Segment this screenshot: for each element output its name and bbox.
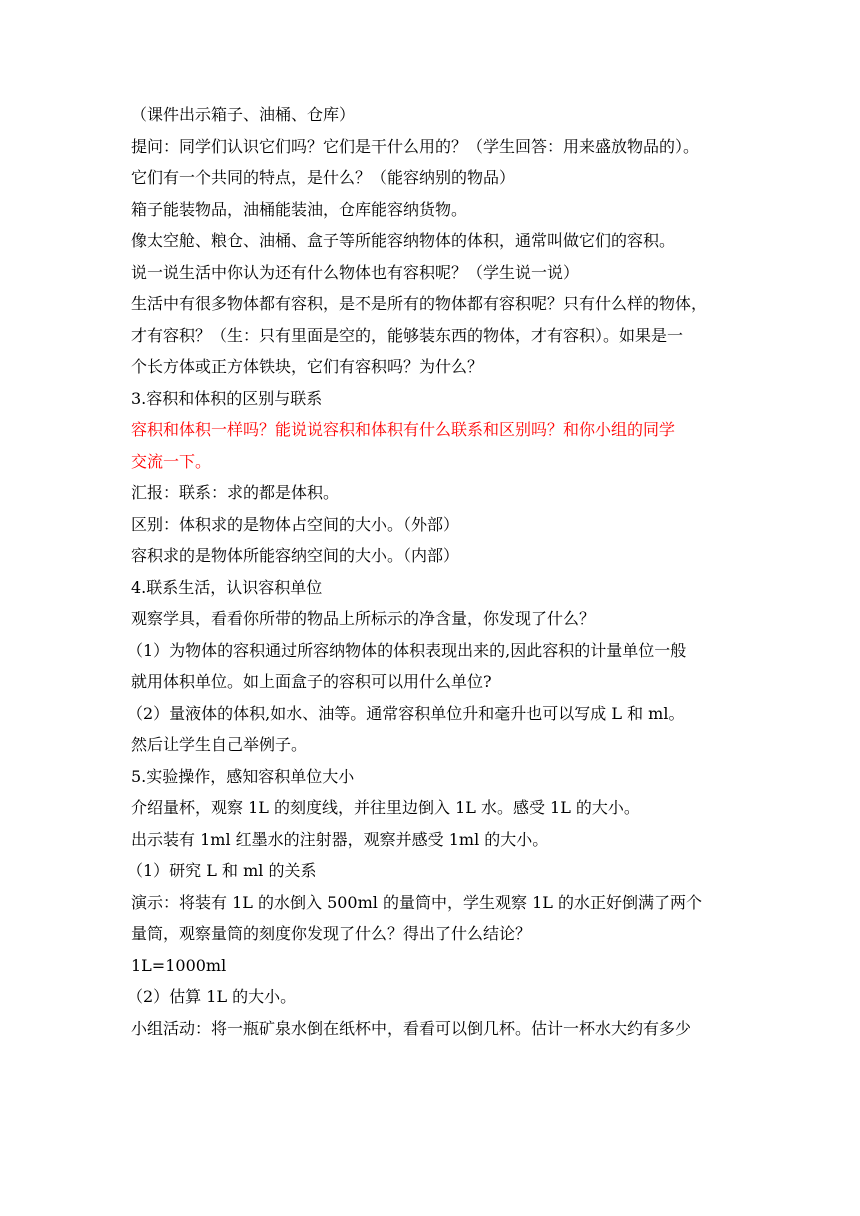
text-line: 介绍量杯，观察 1L 的刻度线，并往里边倒入 1L 水。感受 1L 的大小。: [131, 798, 640, 817]
text-line: 提问：同学们认识它们吗？它们是干什么用的？（学生回答：用来盛放物品的）。: [131, 136, 700, 156]
highlighted-question: 容积和体积一样吗？能说说容积和体积有什么联系和区别吗？和你小组的同学: [131, 420, 676, 439]
text-line: （1）为物体的容积通过所容纳物体的体积表现出来的,因此容积的计量单位一般: [127, 640, 687, 660]
section-heading: 5.实验操作，感知容积单位大小: [131, 766, 355, 786]
text-line: （2）估算 1L 的大小。: [127, 987, 297, 1006]
text-line: 它们有一个共同的特点，是什么？（能容纳别的物品）: [131, 168, 516, 187]
highlighted-question: 交流一下。: [131, 451, 212, 471]
text-line: 区别：体积求的是物体占空间的大小。（外部）: [131, 514, 460, 534]
text-line: （课件出示箱子、油桶、仓库）: [131, 105, 356, 124]
text-line: 观察学具，看看你所带的物品上所标示的净含量，你发现了什么？: [131, 609, 596, 628]
text-line: 个长方体或正方体铁块，它们有容积吗？为什么？: [131, 357, 484, 376]
text-line: 小组活动：将一瓶矿泉水倒在纸杯中，看看可以倒几杯。估计一杯水大约有多少: [131, 1018, 692, 1038]
text-line: 说一说生活中你认为还有什么物体也有容积呢？（学生说一说）: [131, 262, 580, 282]
text-line: 汇报：联系：求的都是体积。: [131, 483, 340, 502]
text-line: 就用体积单位。如上面盒子的容积可以用什么单位?: [131, 672, 492, 691]
text-line: 然后让学生自己举例子。: [131, 735, 308, 754]
formula-line: 1L=1000ml: [131, 955, 227, 975]
text-line: 出示装有 1ml 红墨水的注射器，观察并感受 1ml 的大小。: [131, 829, 549, 849]
document-body: [127, 99, 731, 1044]
text-line: 量筒，观察量筒的刻度你发现了什么？得出了什么结论？: [131, 924, 532, 943]
section-heading: 4.联系生活，认识容积单位: [131, 577, 323, 597]
text-line: 演示：将装有 1L 的水倒入 500ml 的量筒中，学生观察 1L 的水正好倒满了两个: [131, 892, 702, 912]
text-line: （1）研究 L 和 ml 的关系: [127, 861, 317, 880]
text-line: 才有容积？（生：只有里面是空的，能够装东西的物体，才有容积）。如果是一: [131, 325, 684, 345]
text-line: （2）量液体的体积,如水、油等。通常容积单位升和毫升也可以写成 L 和 ml。: [127, 703, 685, 723]
text-line: 容积求的是物体所能容纳空间的大小。（内部）: [131, 546, 460, 565]
text-line: 像太空舱、粮仓、油桶、盒子等所能容纳物体的体积，通常叫做它们的容积。: [131, 231, 676, 250]
section-heading: 3.容积和体积的区别与联系: [131, 388, 323, 408]
text-line: 生活中有很多物体都有容积，是不是所有的物体都有容积呢？只有什么样的物体，: [131, 294, 708, 313]
text-line: 箱子能装物品，油桶能装油，仓库能容纳货物。: [131, 199, 468, 219]
